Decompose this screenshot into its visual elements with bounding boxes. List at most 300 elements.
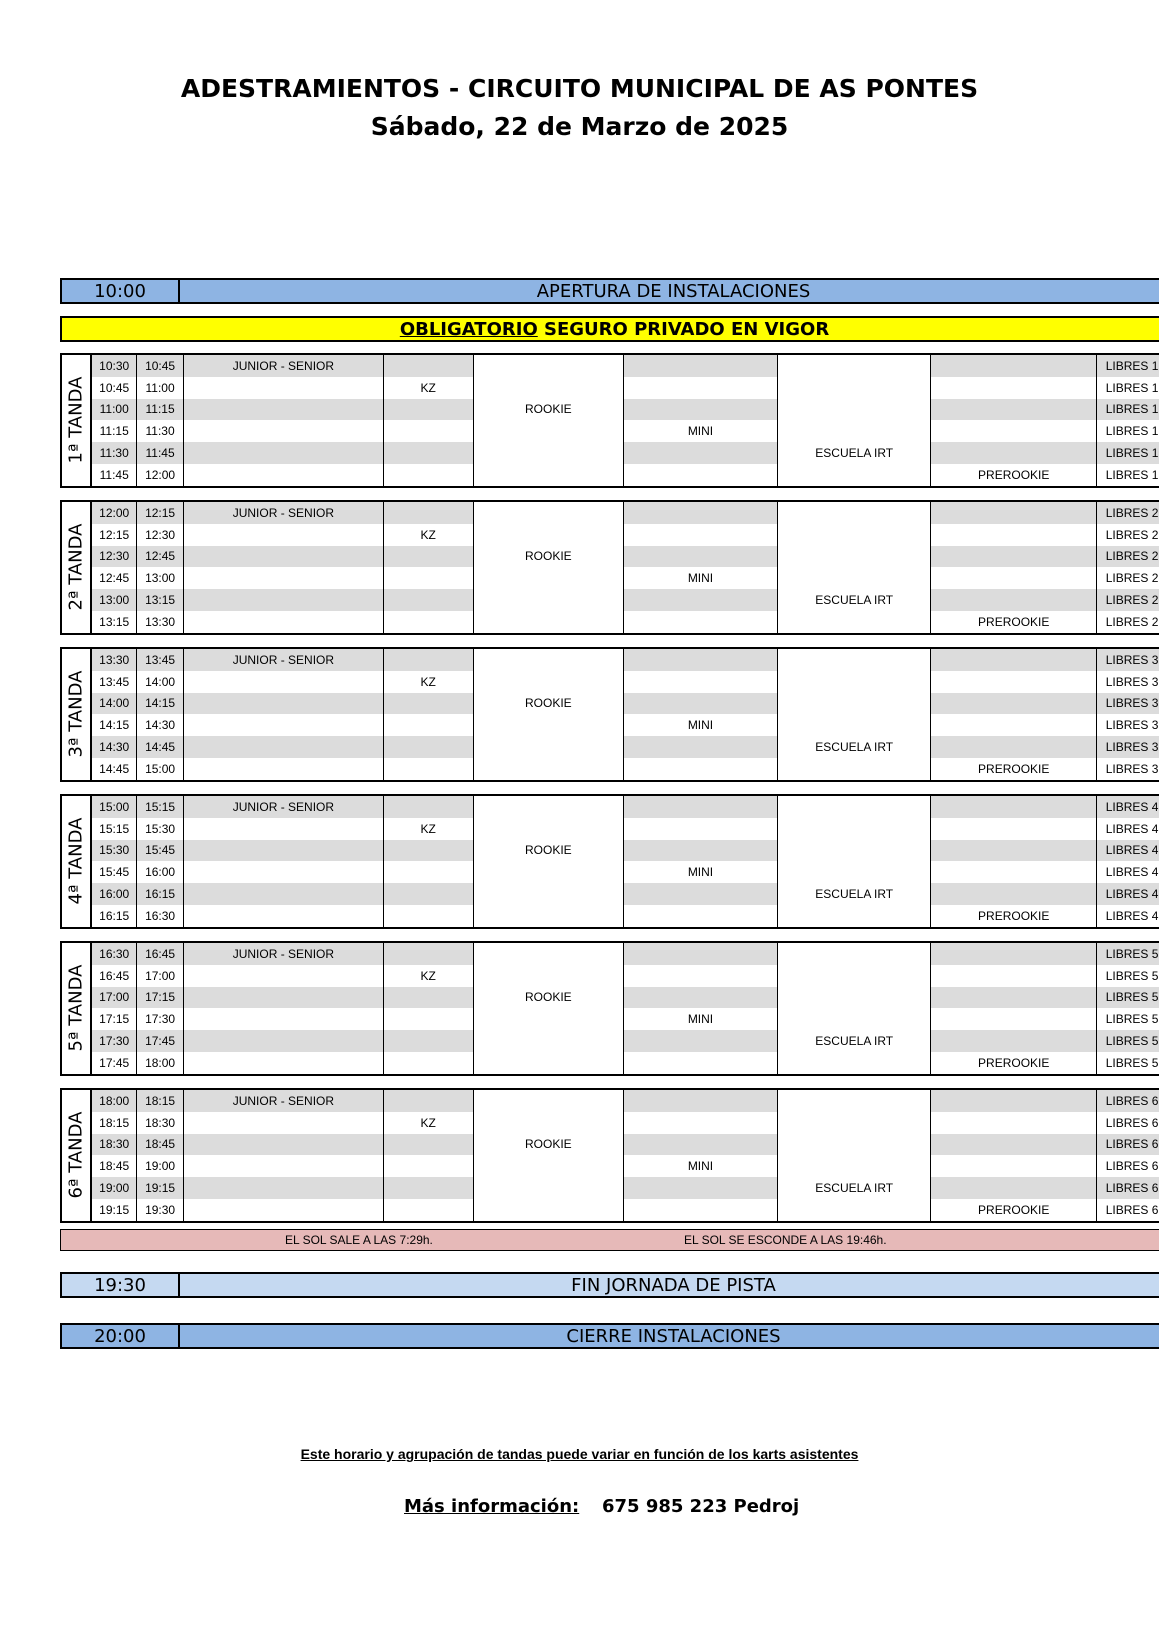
- empty-cell: [623, 943, 777, 965]
- start-time-cell: 19:15: [91, 1199, 136, 1221]
- group-cell: ESCUELA IRT: [778, 442, 931, 464]
- end-time-cell: 14:45: [136, 736, 183, 758]
- insurance-rest: SEGURO PRIVADO EN VIGOR: [537, 318, 830, 340]
- end-time-cell: 16:45: [136, 943, 183, 965]
- empty-cell: [383, 693, 473, 715]
- empty-cell: [931, 649, 1097, 671]
- end-time-cell: 12:30: [136, 524, 183, 546]
- opening-label: APERTURA DE INSTALACIONES: [536, 280, 811, 302]
- empty-cell: [383, 649, 473, 671]
- empty-cell: [184, 818, 383, 840]
- empty-cell: [383, 611, 473, 633]
- insurance-bar: [60, 316, 1159, 342]
- libres-cell: LIBRES 6: [1097, 1199, 1159, 1221]
- start-time-cell: 14:15: [91, 714, 136, 736]
- empty-cell: [383, 442, 473, 464]
- empty-cell: [383, 883, 473, 905]
- empty-cell: [778, 965, 931, 987]
- empty-cell: [778, 1134, 931, 1156]
- empty-cell: [623, 1177, 777, 1199]
- start-time-cell: 14:00: [91, 693, 136, 715]
- empty-cell: [931, 987, 1097, 1009]
- table-row: [62, 1008, 1159, 1030]
- empty-cell: [473, 905, 623, 927]
- empty-cell: [778, 714, 931, 736]
- table-row: [62, 1177, 1159, 1199]
- end-time-cell: 17:45: [136, 1030, 183, 1052]
- empty-cell: [473, 1112, 623, 1134]
- empty-cell: [184, 1199, 383, 1221]
- empty-cell: [778, 671, 931, 693]
- end-time-cell: 15:45: [136, 840, 183, 862]
- page-title: ADESTRAMIENTOS - CIRCUITO MUNICIPAL DE AS PONTES: [180, 74, 979, 103]
- empty-cell: [931, 420, 1097, 442]
- group-cell: MINI: [623, 567, 777, 589]
- empty-cell: [778, 1112, 931, 1134]
- end-time-cell: 14:15: [136, 693, 183, 715]
- empty-cell: [778, 840, 931, 862]
- libres-cell: LIBRES 2: [1097, 611, 1159, 633]
- group-cell: PREROOKIE: [931, 905, 1097, 927]
- empty-cell: [473, 1090, 623, 1112]
- empty-cell: [184, 589, 383, 611]
- empty-cell: [184, 905, 383, 927]
- sun-times-bar: [60, 1229, 1159, 1251]
- empty-cell: [383, 1177, 473, 1199]
- empty-cell: [623, 1199, 777, 1221]
- empty-cell: [931, 567, 1097, 589]
- empty-cell: [778, 1008, 931, 1030]
- table-row: [62, 377, 1159, 399]
- end-time-cell: 15:30: [136, 818, 183, 840]
- libres-cell: LIBRES 6: [1097, 1155, 1159, 1177]
- libres-cell: LIBRES 4: [1097, 883, 1159, 905]
- start-time-cell: 17:45: [91, 1052, 136, 1074]
- empty-cell: [931, 1090, 1097, 1112]
- empty-cell: [383, 1134, 473, 1156]
- tanda-label: 6ª TANDA: [65, 1111, 87, 1199]
- empty-cell: [184, 546, 383, 568]
- empty-cell: [184, 693, 383, 715]
- empty-cell: [184, 399, 383, 421]
- empty-cell: [931, 589, 1097, 611]
- empty-cell: [931, 1134, 1097, 1156]
- end-time-cell: 17:15: [136, 987, 183, 1009]
- tanda-label-cell: [62, 355, 91, 486]
- empty-cell: [778, 905, 931, 927]
- table-row: [62, 546, 1159, 568]
- empty-cell: [473, 796, 623, 818]
- empty-cell: [623, 611, 777, 633]
- empty-cell: [383, 589, 473, 611]
- libres-cell: LIBRES 5: [1097, 965, 1159, 987]
- group-cell: KZ: [383, 1112, 473, 1134]
- empty-cell: [473, 355, 623, 377]
- table-row: [62, 399, 1159, 421]
- start-time-cell: 12:15: [91, 524, 136, 546]
- table-row: [62, 883, 1159, 905]
- table-row: [62, 442, 1159, 464]
- empty-cell: [473, 818, 623, 840]
- sunrise-text: EL SOL SALE A LAS 7:29h.: [285, 1233, 433, 1247]
- end-time-cell: 14:30: [136, 714, 183, 736]
- group-cell: ROOKIE: [473, 987, 623, 1009]
- end-time-cell: 10:45: [136, 355, 183, 377]
- tanda-block: [60, 941, 1159, 1076]
- empty-cell: [473, 524, 623, 546]
- start-time-cell: 17:15: [91, 1008, 136, 1030]
- group-cell: ESCUELA IRT: [778, 736, 931, 758]
- libres-cell: LIBRES 1: [1097, 442, 1159, 464]
- empty-cell: [931, 818, 1097, 840]
- table-row: [62, 567, 1159, 589]
- empty-cell: [383, 943, 473, 965]
- table-row: [62, 611, 1159, 633]
- empty-cell: [623, 671, 777, 693]
- end-time-cell: 11:15: [136, 399, 183, 421]
- table-row: [62, 502, 1159, 524]
- start-time-cell: 19:00: [91, 1177, 136, 1199]
- start-time-cell: 18:00: [91, 1090, 136, 1112]
- start-time-cell: 12:00: [91, 502, 136, 524]
- group-cell: KZ: [383, 524, 473, 546]
- table-row: [62, 818, 1159, 840]
- empty-cell: [473, 714, 623, 736]
- start-time-cell: 10:45: [91, 377, 136, 399]
- empty-cell: [383, 1030, 473, 1052]
- libres-cell: LIBRES 2: [1097, 567, 1159, 589]
- sunset-text: EL SOL SE ESCONDE A LAS 19:46h.: [684, 1233, 887, 1247]
- group-cell: ROOKIE: [473, 693, 623, 715]
- empty-cell: [473, 502, 623, 524]
- empty-cell: [383, 1199, 473, 1221]
- empty-cell: [383, 399, 473, 421]
- libres-cell: LIBRES 3: [1097, 671, 1159, 693]
- group-cell: MINI: [623, 861, 777, 883]
- start-time-cell: 15:15: [91, 818, 136, 840]
- group-cell: JUNIOR - SENIOR: [184, 796, 383, 818]
- empty-cell: [383, 420, 473, 442]
- empty-cell: [184, 420, 383, 442]
- empty-cell: [931, 796, 1097, 818]
- tanda-label: 4ª TANDA: [65, 817, 87, 905]
- libres-cell: LIBRES 4: [1097, 840, 1159, 862]
- tanda-label: 2ª TANDA: [65, 523, 87, 611]
- end-time-cell: 16:00: [136, 861, 183, 883]
- start-time-cell: 12:30: [91, 546, 136, 568]
- empty-cell: [778, 818, 931, 840]
- libres-cell: LIBRES 5: [1097, 1008, 1159, 1030]
- empty-cell: [473, 883, 623, 905]
- empty-cell: [778, 796, 931, 818]
- tanda-label-cell: [62, 796, 91, 927]
- empty-cell: [778, 399, 931, 421]
- libres-cell: LIBRES 1: [1097, 399, 1159, 421]
- empty-cell: [184, 1008, 383, 1030]
- libres-cell: LIBRES 3: [1097, 714, 1159, 736]
- end-time-cell: 18:00: [136, 1052, 183, 1074]
- start-time-cell: 11:00: [91, 399, 136, 421]
- empty-cell: [623, 1052, 777, 1074]
- start-time-cell: 13:00: [91, 589, 136, 611]
- empty-cell: [184, 883, 383, 905]
- empty-cell: [473, 1052, 623, 1074]
- empty-cell: [184, 840, 383, 862]
- empty-cell: [623, 1030, 777, 1052]
- group-cell: JUNIOR - SENIOR: [184, 355, 383, 377]
- empty-cell: [778, 502, 931, 524]
- empty-cell: [473, 758, 623, 780]
- group-cell: PREROOKIE: [931, 464, 1097, 486]
- start-time-cell: 11:15: [91, 420, 136, 442]
- empty-cell: [623, 399, 777, 421]
- empty-cell: [931, 399, 1097, 421]
- empty-cell: [473, 420, 623, 442]
- empty-cell: [473, 1008, 623, 1030]
- start-time-cell: 11:45: [91, 464, 136, 486]
- empty-cell: [931, 671, 1097, 693]
- start-time-cell: 14:45: [91, 758, 136, 780]
- end-time-cell: 18:30: [136, 1112, 183, 1134]
- empty-cell: [184, 758, 383, 780]
- libres-cell: LIBRES 2: [1097, 502, 1159, 524]
- end-time-cell: 13:00: [136, 567, 183, 589]
- empty-cell: [778, 649, 931, 671]
- table-row: [62, 464, 1159, 486]
- empty-cell: [383, 1052, 473, 1074]
- empty-cell: [623, 796, 777, 818]
- start-time-cell: 13:45: [91, 671, 136, 693]
- empty-cell: [931, 1030, 1097, 1052]
- empty-cell: [623, 524, 777, 546]
- empty-cell: [778, 1052, 931, 1074]
- libres-cell: LIBRES 5: [1097, 1052, 1159, 1074]
- empty-cell: [383, 1008, 473, 1030]
- group-cell: ESCUELA IRT: [778, 589, 931, 611]
- empty-cell: [383, 736, 473, 758]
- empty-cell: [184, 736, 383, 758]
- empty-cell: [383, 355, 473, 377]
- end-time-cell: 11:00: [136, 377, 183, 399]
- empty-cell: [623, 965, 777, 987]
- more-info-contact: 675 985 223 Pedroj: [602, 1496, 800, 1517]
- libres-cell: LIBRES 6: [1097, 1134, 1159, 1156]
- group-cell: PREROOKIE: [931, 758, 1097, 780]
- tanda-block: [60, 1088, 1159, 1223]
- libres-cell: LIBRES 1: [1097, 420, 1159, 442]
- start-time-cell: 15:30: [91, 840, 136, 862]
- table-row: [62, 714, 1159, 736]
- table-row: [62, 355, 1159, 377]
- end-time-cell: 19:30: [136, 1199, 183, 1221]
- tanda-block: [60, 794, 1159, 929]
- end-track-bar: [60, 1272, 1159, 1298]
- empty-cell: [778, 420, 931, 442]
- empty-cell: [184, 567, 383, 589]
- insurance-underlined: OBLIGATORIO: [399, 318, 538, 340]
- start-time-cell: 16:15: [91, 905, 136, 927]
- group-cell: JUNIOR - SENIOR: [184, 943, 383, 965]
- libres-cell: LIBRES 6: [1097, 1090, 1159, 1112]
- empty-cell: [778, 693, 931, 715]
- empty-cell: [473, 1177, 623, 1199]
- group-cell: KZ: [383, 671, 473, 693]
- empty-cell: [623, 442, 777, 464]
- tanda-label-cell: [62, 502, 91, 633]
- empty-cell: [931, 840, 1097, 862]
- end-time-cell: 19:00: [136, 1155, 183, 1177]
- start-time-cell: 14:30: [91, 736, 136, 758]
- group-cell: MINI: [623, 1008, 777, 1030]
- libres-cell: LIBRES 2: [1097, 524, 1159, 546]
- empty-cell: [778, 861, 931, 883]
- end-time-cell: 14:00: [136, 671, 183, 693]
- empty-cell: [473, 442, 623, 464]
- table-row: [62, 693, 1159, 715]
- empty-cell: [383, 1090, 473, 1112]
- end-time-cell: 11:30: [136, 420, 183, 442]
- group-cell: MINI: [623, 420, 777, 442]
- tanda-label-cell: [62, 943, 91, 1074]
- empty-cell: [383, 464, 473, 486]
- empty-cell: [931, 1177, 1097, 1199]
- empty-cell: [931, 943, 1097, 965]
- end-time-cell: 15:00: [136, 758, 183, 780]
- empty-cell: [623, 1090, 777, 1112]
- group-cell: JUNIOR - SENIOR: [184, 1090, 383, 1112]
- empty-cell: [473, 589, 623, 611]
- end-time-cell: 18:45: [136, 1134, 183, 1156]
- empty-cell: [931, 1008, 1097, 1030]
- table-row: [62, 1112, 1159, 1134]
- empty-cell: [184, 611, 383, 633]
- table-row: [62, 758, 1159, 780]
- empty-cell: [623, 546, 777, 568]
- group-cell: MINI: [623, 1155, 777, 1177]
- empty-cell: [623, 905, 777, 927]
- empty-cell: [623, 1112, 777, 1134]
- empty-cell: [778, 987, 931, 1009]
- opening-bar: [60, 278, 1159, 304]
- empty-cell: [623, 589, 777, 611]
- empty-cell: [184, 1155, 383, 1177]
- empty-cell: [184, 987, 383, 1009]
- empty-cell: [931, 524, 1097, 546]
- empty-cell: [623, 502, 777, 524]
- libres-cell: LIBRES 1: [1097, 377, 1159, 399]
- libres-cell: LIBRES 3: [1097, 758, 1159, 780]
- empty-cell: [623, 758, 777, 780]
- start-time-cell: 18:45: [91, 1155, 136, 1177]
- empty-cell: [778, 1155, 931, 1177]
- empty-cell: [623, 818, 777, 840]
- empty-cell: [184, 1134, 383, 1156]
- start-time-cell: 16:30: [91, 943, 136, 965]
- table-row: [62, 1090, 1159, 1112]
- empty-cell: [383, 840, 473, 862]
- start-time-cell: 11:30: [91, 442, 136, 464]
- table-row: [62, 1199, 1159, 1221]
- group-cell: ROOKIE: [473, 1134, 623, 1156]
- empty-cell: [383, 861, 473, 883]
- tanda-label: 5ª TANDA: [65, 964, 87, 1052]
- group-cell: PREROOKIE: [931, 1199, 1097, 1221]
- libres-cell: LIBRES 4: [1097, 905, 1159, 927]
- empty-cell: [623, 464, 777, 486]
- start-time-cell: 17:00: [91, 987, 136, 1009]
- table-row: [62, 649, 1159, 671]
- end-time-cell: 16:15: [136, 883, 183, 905]
- disclaimer-note: Este horario y agrupación de tandas puede variar en función de los karts asistentes: [300, 1446, 859, 1462]
- empty-cell: [778, 943, 931, 965]
- libres-cell: LIBRES 4: [1097, 818, 1159, 840]
- empty-cell: [931, 1112, 1097, 1134]
- empty-cell: [778, 1090, 931, 1112]
- libres-cell: LIBRES 4: [1097, 796, 1159, 818]
- empty-cell: [778, 758, 931, 780]
- table-row: [62, 840, 1159, 862]
- empty-cell: [383, 502, 473, 524]
- empty-cell: [184, 1030, 383, 1052]
- start-time-cell: 13:30: [91, 649, 136, 671]
- end-time-cell: 16:30: [136, 905, 183, 927]
- empty-cell: [778, 611, 931, 633]
- libres-cell: LIBRES 5: [1097, 943, 1159, 965]
- end-time-cell: 11:45: [136, 442, 183, 464]
- empty-cell: [931, 377, 1097, 399]
- empty-cell: [931, 546, 1097, 568]
- empty-cell: [623, 377, 777, 399]
- empty-cell: [931, 883, 1097, 905]
- table-row: [62, 1052, 1159, 1074]
- empty-cell: [473, 671, 623, 693]
- end-track-time: 19:30: [62, 1274, 180, 1296]
- empty-cell: [473, 1155, 623, 1177]
- group-cell: ROOKIE: [473, 399, 623, 421]
- table-row: [62, 965, 1159, 987]
- empty-cell: [383, 758, 473, 780]
- start-time-cell: 12:45: [91, 567, 136, 589]
- empty-cell: [473, 611, 623, 633]
- end-time-cell: 17:00: [136, 965, 183, 987]
- empty-cell: [383, 546, 473, 568]
- empty-cell: [623, 355, 777, 377]
- libres-cell: LIBRES 3: [1097, 693, 1159, 715]
- group-cell: JUNIOR - SENIOR: [184, 502, 383, 524]
- empty-cell: [184, 1177, 383, 1199]
- libres-cell: LIBRES 3: [1097, 649, 1159, 671]
- table-row: [62, 861, 1159, 883]
- empty-cell: [778, 524, 931, 546]
- empty-cell: [623, 736, 777, 758]
- libres-cell: LIBRES 2: [1097, 589, 1159, 611]
- empty-cell: [473, 943, 623, 965]
- empty-cell: [931, 355, 1097, 377]
- group-cell: KZ: [383, 965, 473, 987]
- empty-cell: [931, 502, 1097, 524]
- start-time-cell: 10:30: [91, 355, 136, 377]
- tanda-label-cell: [62, 1090, 91, 1221]
- table-row: [62, 1030, 1159, 1052]
- start-time-cell: 13:15: [91, 611, 136, 633]
- more-info-label: Más información:: [404, 1496, 580, 1517]
- table-row: [62, 1134, 1159, 1156]
- closing-bar: [60, 1323, 1159, 1349]
- group-cell: PREROOKIE: [931, 611, 1097, 633]
- end-time-cell: 15:15: [136, 796, 183, 818]
- empty-cell: [184, 442, 383, 464]
- start-time-cell: 17:30: [91, 1030, 136, 1052]
